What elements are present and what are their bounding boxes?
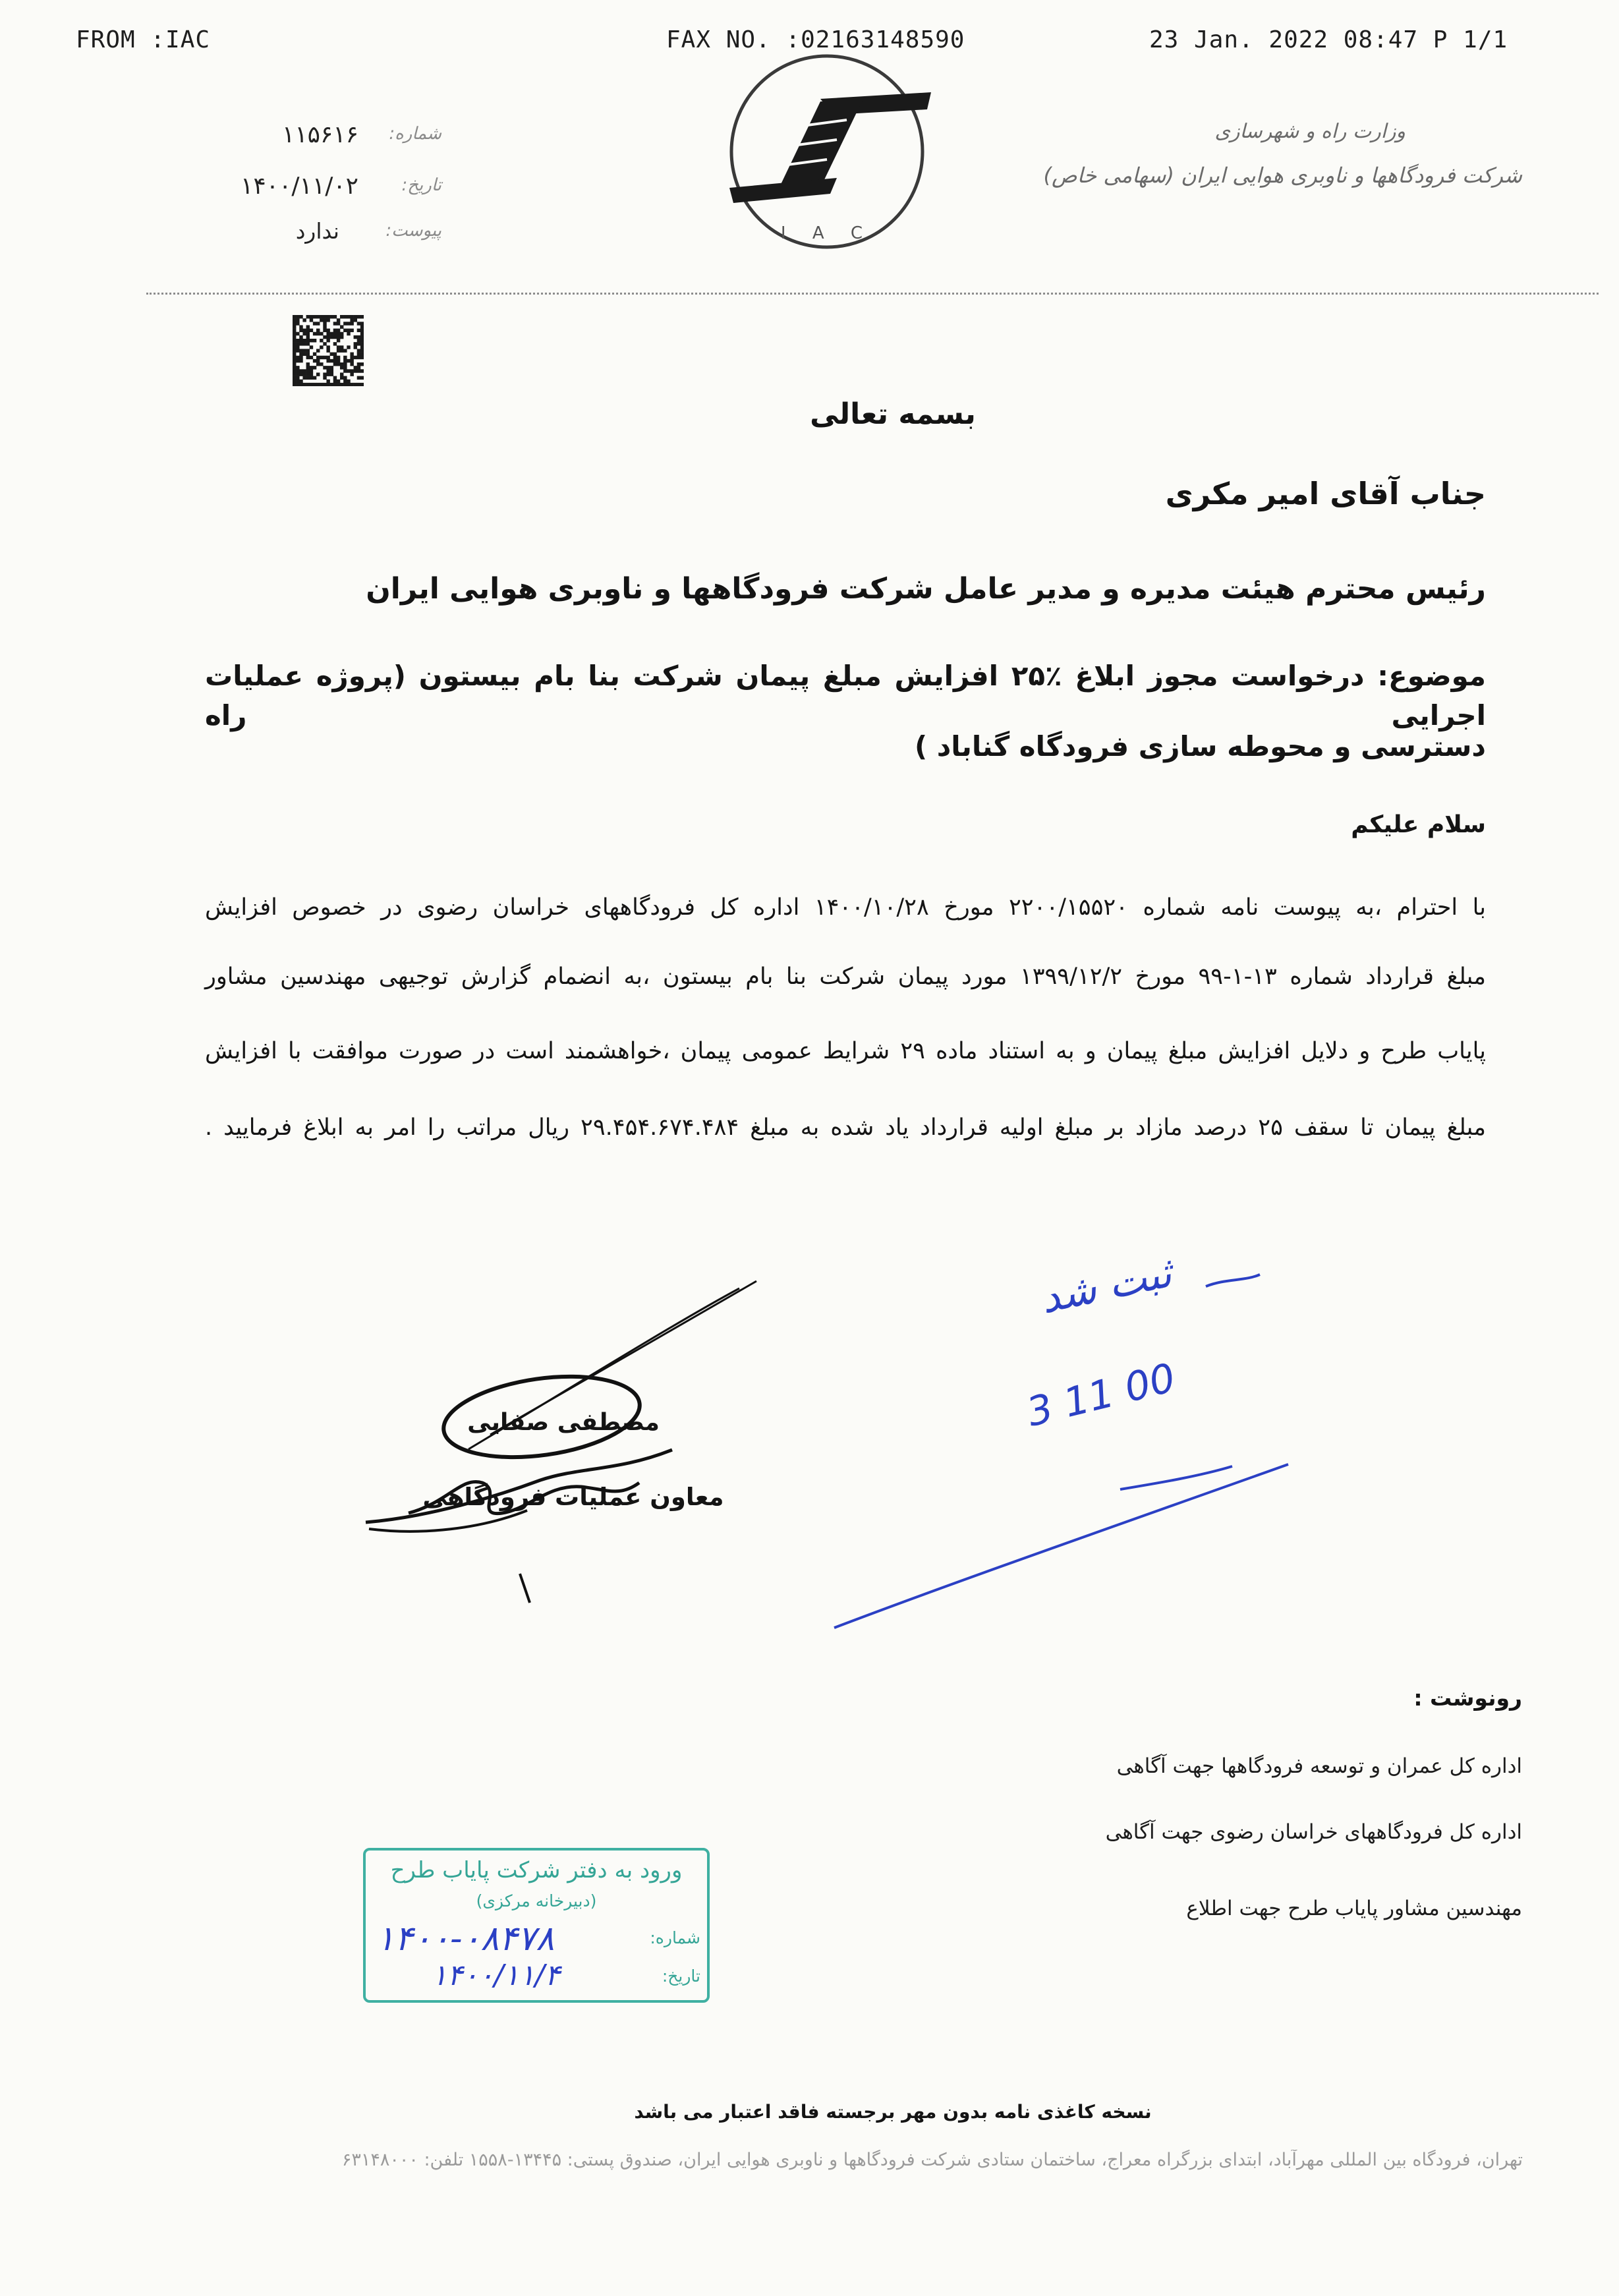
footer-notice: نسخه کاغذی نامه بدون مهر برجسته فاقد اعتبار می باشد <box>634 2101 1152 2123</box>
fax-from: FROM :IAC <box>76 26 211 53</box>
signatory-position: معاون عملیات فرودگاهی <box>422 1483 724 1511</box>
stamp-title: ورود به دفتر شرکت پایاب طرح <box>390 1857 683 1883</box>
cc-recipient-3: مهندسین مشاور پایاب طرح جهت اطلاع <box>1186 1897 1522 1920</box>
fax-timestamp: 23 Jan. 2022 08:47 P 1/1 <box>1149 26 1508 53</box>
stamp-date-label: تاریخ: <box>662 1966 700 1986</box>
subject-line-2: دسترسی و محوطه سازی فرودگاه گناباد ) <box>914 730 1486 762</box>
header-divider <box>146 293 1599 295</box>
recipient-name: جناب آقای امیر مکری <box>1165 476 1486 511</box>
recipient-title: رئیس محترم هیئت مدیره و مدیر عامل شرکت فرودگاهها و ناوبری هوایی ایران <box>366 572 1486 606</box>
body-line-3: پایاب طرح و دلایل افزایش مبلغ پیمان و به استناد ماده ۲۹ شرایط عمومی پیمان ،خواهشمند است در صورت موافقت با افزایش <box>205 1038 1486 1064</box>
letter-number-label: شماره: <box>389 124 441 144</box>
body-line-2: مبلغ قرارداد شماره ۱۳-۱-۹۹ مورخ ۱۳۹۹/۱۲/۲ مورد پیمان شرکت بنا بام بیستون ،به انضمام گزارش توجیهی مهندسین مشاور <box>205 963 1486 990</box>
fax-number: FAX NO. :02163148590 <box>666 26 965 53</box>
signatory-name: مصطفی صفایی <box>467 1409 660 1436</box>
stamp-subtitle: (دبیرخانه مرکزی) <box>476 1891 597 1910</box>
footer-address: تهران، فرودگاه بین المللی مهرآباد، ابتدای بزرگراه معراج، ساختمان ستادی شرکت فرودگاهها و ناوبری هوایی ایران، صندوق پستی: ۱۳۴۴۵-۱۵۵۸ تلفن: ۶۳۱۴۸۰۰۰ <box>341 2150 1523 2170</box>
company-logo <box>722 46 932 257</box>
stamp-date-value: ۱۴۰۰/۱۱/۴ <box>432 1959 561 1992</box>
letter-attachment-value: ندارد <box>295 218 339 244</box>
handwritten-note-strokes <box>791 1252 1318 1661</box>
cc-recipient-2: اداره کل فرودگاههای خراسان رضوی جهت آگاهی <box>1105 1820 1522 1844</box>
stamp-number-label: شماره: <box>650 1928 700 1947</box>
stamp-number-value: ۱۴۰۰-۰۸۴۷۸ <box>376 1919 555 1959</box>
subject-line-1: موضوع: درخواست مجوز ابلاغ ٪۲۵ افزایش مبلغ پیمان شرکت بنا بام بیستون (پروژه عملیات اجرایی راه <box>205 660 1486 732</box>
letter-date-value: ۱۴۰۰/۱۱/۰۲ <box>241 173 358 200</box>
handwritten-note-line-2: 3 11 00 <box>1022 1354 1180 1436</box>
letterhead-company: شرکت فرودگاهها و ناوبری هوایی ایران (سهامی خاص) <box>1043 163 1522 188</box>
cc-recipient-1: اداره کل عمران و توسعه فرودگاهها جهت آگاهی <box>1116 1754 1522 1778</box>
body-line-1: با احترام ،به پیوست نامه شماره ۲۲۰۰/۱۵۵۲۰ مورخ ۱۴۰۰/۱۰/۲۸ اداره کل فرودگاههای خراسان رضوی در خصوص افزایش <box>205 894 1487 921</box>
letterhead-ministry: وزارت راه و شهرسازی <box>1214 120 1406 143</box>
logo-lettering: I A C <box>780 223 874 243</box>
letter-number-value: ۱۱۵۶۱۶ <box>281 121 358 148</box>
registry-stamp <box>363 1848 710 2003</box>
letter-date-label: تاریخ: <box>401 175 441 195</box>
handwritten-note-line-1: ثبت شد <box>1036 1248 1176 1323</box>
body-line-4: مبلغ پیمان تا سقف ۲۵ درصد مازاد بر مبلغ اولیه قرارداد یاد شده به مبلغ ۲۹.۴۵۴.۶۷۴.۴۸۴ ریال مراتب را امر به ابلاغ فرمایید . <box>205 1114 1486 1141</box>
cc-heading: رونوشت : <box>1413 1685 1522 1711</box>
invocation-heading: بسمه تعالی <box>810 397 976 431</box>
qr-code <box>293 315 364 386</box>
letter-attachment-label: پیوست: <box>385 221 441 241</box>
signature-scribble <box>329 1252 791 1621</box>
greeting: سلام علیکم <box>1351 811 1486 838</box>
